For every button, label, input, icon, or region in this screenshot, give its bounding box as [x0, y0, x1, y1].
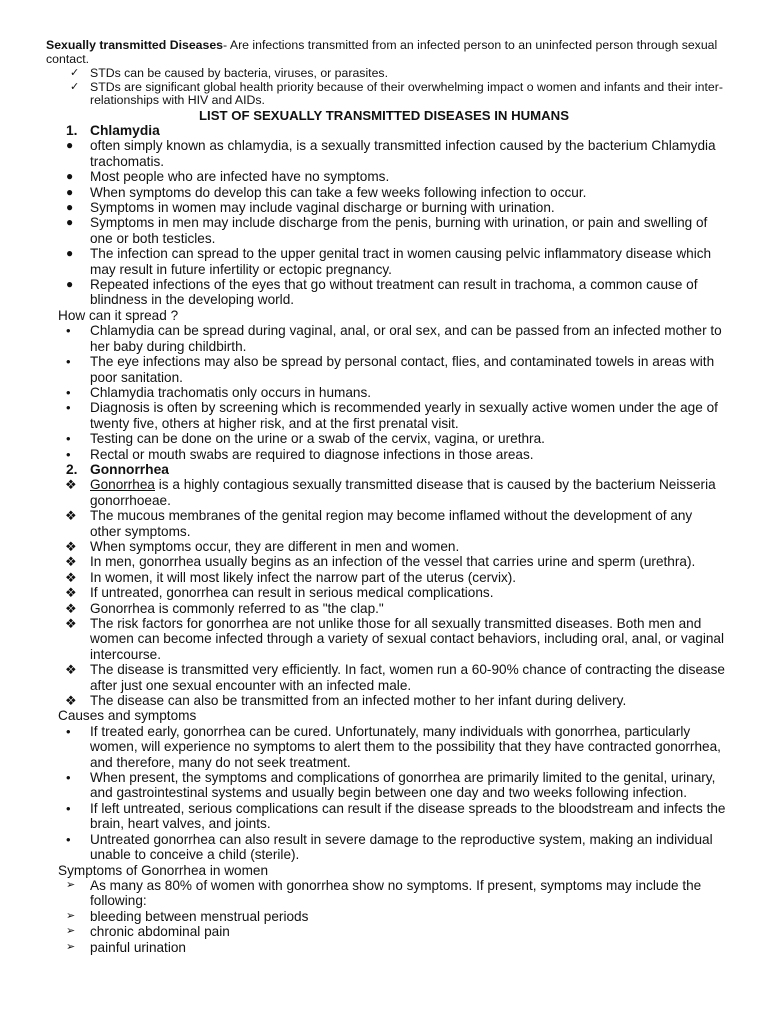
std-facts-list	[70, 67, 730, 108]
list-item: • If left untreated, serious complications can result if the disease spreads to the bloodstream and infects the brain, heart valves, and joints.	[66, 800, 726, 832]
bullet-icon: •	[66, 831, 71, 847]
intro-paragraph	[46, 39, 726, 66]
bullet-icon: •	[66, 323, 71, 339]
list-item: • When present, the symptoms and complications of gonorrhea are primarily limited to the genital, urinary, and gastrointestinal systems and usually begin between one day and two weeks following infection.	[66, 770, 716, 801]
bullet-icon: •	[66, 723, 71, 739]
list-item: • If treated early, gonorrhea can be cured. Unfortunately, many individuals with gonorrhea, particularly women, will experience no symptoms to alert them to the possibility that they have contracted gonorrhea, and therefore, many do not seek treatment.	[66, 723, 721, 770]
diamond-bullet-icon: ❖	[65, 554, 77, 570]
diamond-bullet-icon: ❖	[65, 538, 77, 554]
page-title: LIST OF SEXUALLY TRANSMITTED DISEASES IN HUMANS	[198, 108, 569, 123]
bullet-icon: •	[66, 400, 71, 416]
bullet-icon: •	[66, 800, 71, 816]
section-heading-chlamydia: 1. Chlamydia	[66, 123, 160, 138]
bullet-icon: ●	[66, 169, 74, 184]
list-item: ❖ The risk factors for gonorrhea are not unlike those for all sexually transmitted diseases. Both men and women can become infected through a variety of sexual contact behaviors, including oral, anal, or vaginal intercourse.	[65, 616, 724, 662]
bullet-icon: ●	[66, 138, 74, 153]
intro-definition: - Are infections transmitted from an infected person to an uninfected person through sexual contact.	[46, 38, 718, 66]
list-item: • Testing can be done on the urine or a swab of the cervix, vagina, or urethra.	[66, 431, 545, 447]
list-item: ● often simply known as chlamydia, is a sexually transmitted infection caused by the bacterium Chlamydia trachomatis.	[66, 138, 716, 169]
diamond-bullet-icon: ❖	[65, 569, 77, 585]
diamond-bullet-icon: ❖	[65, 662, 77, 678]
checkmark-icon: ✓	[70, 67, 80, 79]
subheading-how-spread: How can it spread ?	[58, 307, 179, 323]
list-item: ● Symptoms in women may include vaginal discharge or burning with urination.	[66, 200, 555, 216]
bullet-icon: •	[66, 770, 71, 786]
arrowhead-bullet-icon: ➢	[66, 925, 76, 938]
list-item: • Chlamydia trachomatis only occurs in humans.	[66, 384, 372, 400]
diamond-bullet-icon: ❖	[65, 585, 77, 601]
list-item: ❖ The disease is transmitted very efficiently. In fact, women run a 60-90% chance of contracting the disease after just one sexual encounter with an infected male.	[65, 662, 725, 693]
bullet-icon: ●	[66, 184, 74, 199]
list-item: ❖ In women, it will most likely infect the narrow part of the uterus (cervix).	[65, 569, 517, 585]
intro-term: Sexually transmitted Diseases	[46, 38, 224, 52]
diamond-bullet-icon: ❖	[65, 477, 77, 493]
bullet-icon: ●	[66, 215, 74, 230]
list-item: ● Symptoms in men may include discharge from the penis, burning with urination, or pain and swelling of one or both testicles.	[66, 215, 708, 246]
list-item: • Rectal or mouth swabs are required to diagnose infections in those areas.	[66, 446, 534, 462]
bullet-icon: •	[66, 384, 71, 400]
list-item: ➢ As many as 80% of women with gonorrhea show no symptoms. If present, symptoms may include the following:	[66, 877, 702, 909]
list-item: ➢ bleeding between menstrual periods	[66, 908, 309, 924]
section-heading-gonorrhea: 2. Gonnorrhea	[66, 461, 169, 477]
list-item: ❖ The mucous membranes of the genital region may become inflamed without the development of any other symptoms.	[65, 508, 693, 539]
list-item: ➢ painful urination	[66, 939, 186, 955]
list-item: ❖ Gonorrhea is a highly contagious sexually transmitted disease that is caused by the bacterium Neisseria gonorrhoeae.	[65, 477, 716, 508]
chlamydia-list	[66, 138, 726, 307]
bullet-icon: •	[66, 354, 71, 370]
list-item: ● The infection can spread to the upper genital tract in women causing pelvic inflammatory disease which may result in future infertility or ectopic pregnancy.	[66, 246, 712, 277]
checkmark-icon: ✓	[70, 80, 80, 93]
list-item: ➢ chronic abdominal pain	[66, 924, 230, 940]
diamond-bullet-icon: ❖	[65, 508, 77, 524]
causes-list	[66, 724, 726, 863]
arrowhead-bullet-icon: ➢	[66, 909, 76, 922]
bullet-icon: ●	[66, 200, 74, 215]
list-item: ✓ STDs can be caused by bacteria, viruses, or parasites.	[70, 66, 388, 80]
list-item: ❖ In men, gonorrhea usually begins as an infection of the vessel that carries urine and sperm (urethra).	[65, 554, 696, 570]
list-item: ❖ The disease can also be transmitted from an infected mother to her infant during delivery.	[65, 693, 627, 709]
arrowhead-bullet-icon: ➢	[66, 940, 76, 953]
document-body	[58, 123, 726, 955]
list-item: ❖ If untreated, gonorrhea can result in serious medical complications.	[65, 585, 494, 601]
list-item: ● Most people who are infected have no symptoms.	[66, 169, 390, 185]
bullet-icon: ●	[66, 246, 74, 261]
diamond-bullet-icon: ❖	[65, 616, 77, 631]
list-item: ✓ STDs are significant global health priority because of their overwhelming impact o women and infants and their inter-relationships with HIV and AIDs.	[70, 79, 723, 108]
list-item: • Chlamydia can be spread during vaginal, anal, or oral sex, and can be passed from an infected mother to her baby during childbirth.	[66, 323, 722, 354]
subheading-causes: Causes and symptoms	[58, 708, 197, 724]
list-item: ❖ When symptoms occur, they are different in men and women.	[65, 538, 460, 554]
subheading-symptoms-women: Symptoms of Gonorrhea in women	[58, 862, 269, 878]
arrowhead-bullet-icon: ➢	[66, 878, 76, 891]
list-item: ❖ Gonorrhea is commonly referred to as "the clap."	[65, 600, 384, 616]
list-item: ● When symptoms do develop this can take a few weeks following infection to occur.	[66, 184, 587, 200]
diamond-bullet-icon: ❖	[65, 693, 77, 709]
bullet-icon: ●	[66, 277, 74, 292]
bullet-icon: •	[66, 446, 71, 462]
list-item: • Diagnosis is often by screening which is recommended yearly in sexually active women under the age of twenty five, others at higher risk, and at the first prenatal visit.	[66, 400, 718, 431]
gonorrhea-list	[66, 477, 726, 708]
list-item: ● Repeated infections of the eyes that go without treatment can result in trachoma, a common cause of blindness in the developing world.	[66, 277, 698, 308]
chlamydia-spread-list	[66, 323, 726, 462]
diamond-bullet-icon: ❖	[65, 600, 77, 616]
list-item: • The eye infections may also be spread by personal contact, flies, and contaminated towels in areas with poor sanitation.	[66, 354, 715, 385]
symptoms-women-list	[66, 878, 726, 955]
bullet-icon: •	[66, 431, 71, 447]
list-item: • Untreated gonorrhea can also result in severe damage to the reproductive system, making an individual unable to conceive a child (sterile).	[66, 831, 713, 863]
